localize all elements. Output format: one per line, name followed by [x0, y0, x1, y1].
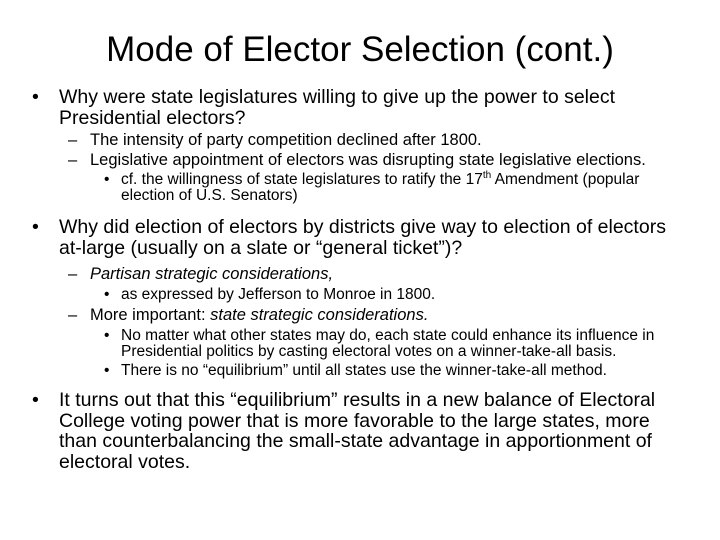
bullet-marker: • [104, 327, 110, 344]
point-text-a: cf. the willingness of state legislatures to ratify the 17 [121, 171, 483, 188]
bullet-marker: • [104, 171, 110, 188]
bullet-question-2 [32, 217, 692, 258]
bullet-text: Why did election of electors by districts give way to election of electors at-large (usually on a slate or “general ticket”)? [59, 216, 666, 259]
bullet-text: It turns out that this “equilibrium” results in a new balance of Electoral College voting power that is more favorable to the large states, more than counterbalancing the small-state advantage in apportionment of electoral votes. [59, 389, 656, 473]
ordinal-suffix: th [482, 169, 492, 181]
sub-bullet-text: Partisan strategic considerations, [90, 265, 334, 283]
sub-bullet-text: Legislative appointment of electors was disrupting state legislative elections. [90, 151, 646, 169]
point-equilibrium [32, 363, 692, 379]
bullet-marker: • [104, 286, 110, 303]
sub-bullet-lead: More important: [90, 306, 211, 324]
slide-title: Mode of Elector Selection (cont.) [106, 30, 614, 69]
dash-marker: – [68, 306, 78, 324]
sub-bullet-text: The intensity of party competition declined after 1800. [90, 131, 482, 149]
dash-marker: – [68, 131, 78, 149]
point-text: as expressed by Jefferson to Monroe in 1800. [121, 286, 436, 303]
point-17th-amendment [32, 169, 692, 204]
sub-bullet-legislative-appointment [32, 152, 692, 169]
bullet-question-1 [32, 87, 692, 128]
point-text: No matter what other states may do, each state could enhance its influence in Presidential politics by casting electoral votes on a winner-take-all basis. [121, 327, 655, 360]
point-text: There is no “equilibrium” until all states use the winner-take-all method. [121, 362, 607, 379]
point-winner-take-all [32, 328, 692, 360]
sub-bullet-state-strategic [32, 307, 692, 324]
bullet-marker: • [32, 389, 39, 411]
point-text-b: Amendment (popular election of U.S. Senators) [121, 171, 640, 204]
bullet-conclusion [32, 390, 692, 472]
slide-body [32, 87, 692, 472]
bullet-marker: • [104, 362, 110, 379]
bullet-marker: • [32, 216, 39, 238]
dash-marker: – [68, 151, 78, 169]
sub-bullet-partisan [32, 266, 692, 283]
bullet-marker: • [32, 86, 39, 108]
bullet-text: Why were state legislatures willing to give up the power to select Presidential electors? [59, 86, 616, 129]
sub-bullet-emphasis: state strategic considerations. [210, 306, 429, 324]
point-jefferson-monroe [32, 287, 692, 303]
dash-marker: – [68, 265, 78, 283]
sub-bullet-party-competition [32, 132, 692, 149]
